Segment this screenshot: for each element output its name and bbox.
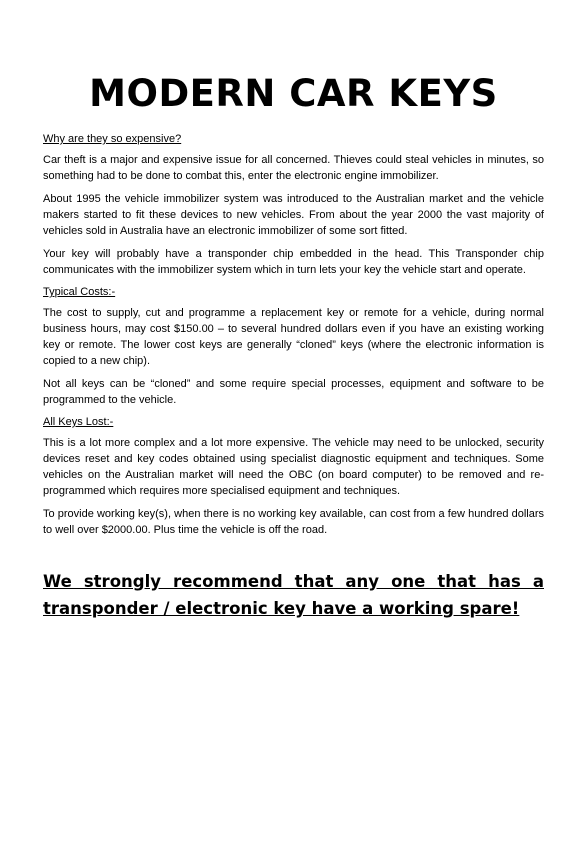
- document-title: MODERN CAR KEYS: [89, 72, 498, 115]
- paragraph: To provide working key(s), when there is no working key available, can cost from a few hundred dollars to well over $2000.00. Plus time the vehicle is off the road.: [43, 508, 544, 536]
- section-heading: Typical Costs:-: [43, 286, 116, 298]
- paragraph: Your key will probably have a transponder chip embedded in the head. This Transponder chip communicates with the immobilizer system which in turn lets your key the vehicle start and operate.: [43, 248, 544, 276]
- closing-recommendation: We strongly recommend that any one that has a transponder / electronic key have a working spare!: [43, 572, 544, 618]
- section-heading: All Keys Lost:-: [43, 416, 114, 428]
- section-heading: Why are they so expensive?: [43, 133, 182, 145]
- paragraph: About 1995 the vehicle immobilizer system was introduced to the Australian market and the vehicle makers started to fit these devices to new vehicles. From about the year 2000 the vast majority of vehicles sold in Australia have an electronic immobilizer of some sort fitted.: [43, 193, 544, 237]
- paragraph: Not all keys can be “cloned” and some require special processes, equipment and software to be programmed to the vehicle.: [43, 378, 544, 406]
- section-typical-costs: [43, 285, 544, 408]
- paragraph: This is a lot more complex and a lot more expensive. The vehicle may need to be unlocked, security devices reset and key codes obtained using specialist diagnostic equipment and techniques. Some vehicles on the Australian market will need the OBC (on board computer) to be removed and re-programmed which requires more specialised equipment and techniques.: [43, 437, 544, 497]
- paragraph: The cost to supply, cut and programme a replacement key or remote for a vehicle, during normal business hours, may cost $150.00 – to several hundred dollars even if you have an existing working key or remote. The lower cost keys are generally “cloned” keys (where the electronic information is copied to a new chip).: [43, 307, 544, 367]
- paragraph: Car theft is a major and expensive issue for all concerned. Thieves could steal vehicles in minutes, so something had to be done to combat this, enter the electronic engine immobilizer.: [43, 154, 544, 182]
- section-why-expensive: [43, 132, 544, 278]
- section-all-keys-lost: [43, 415, 544, 538]
